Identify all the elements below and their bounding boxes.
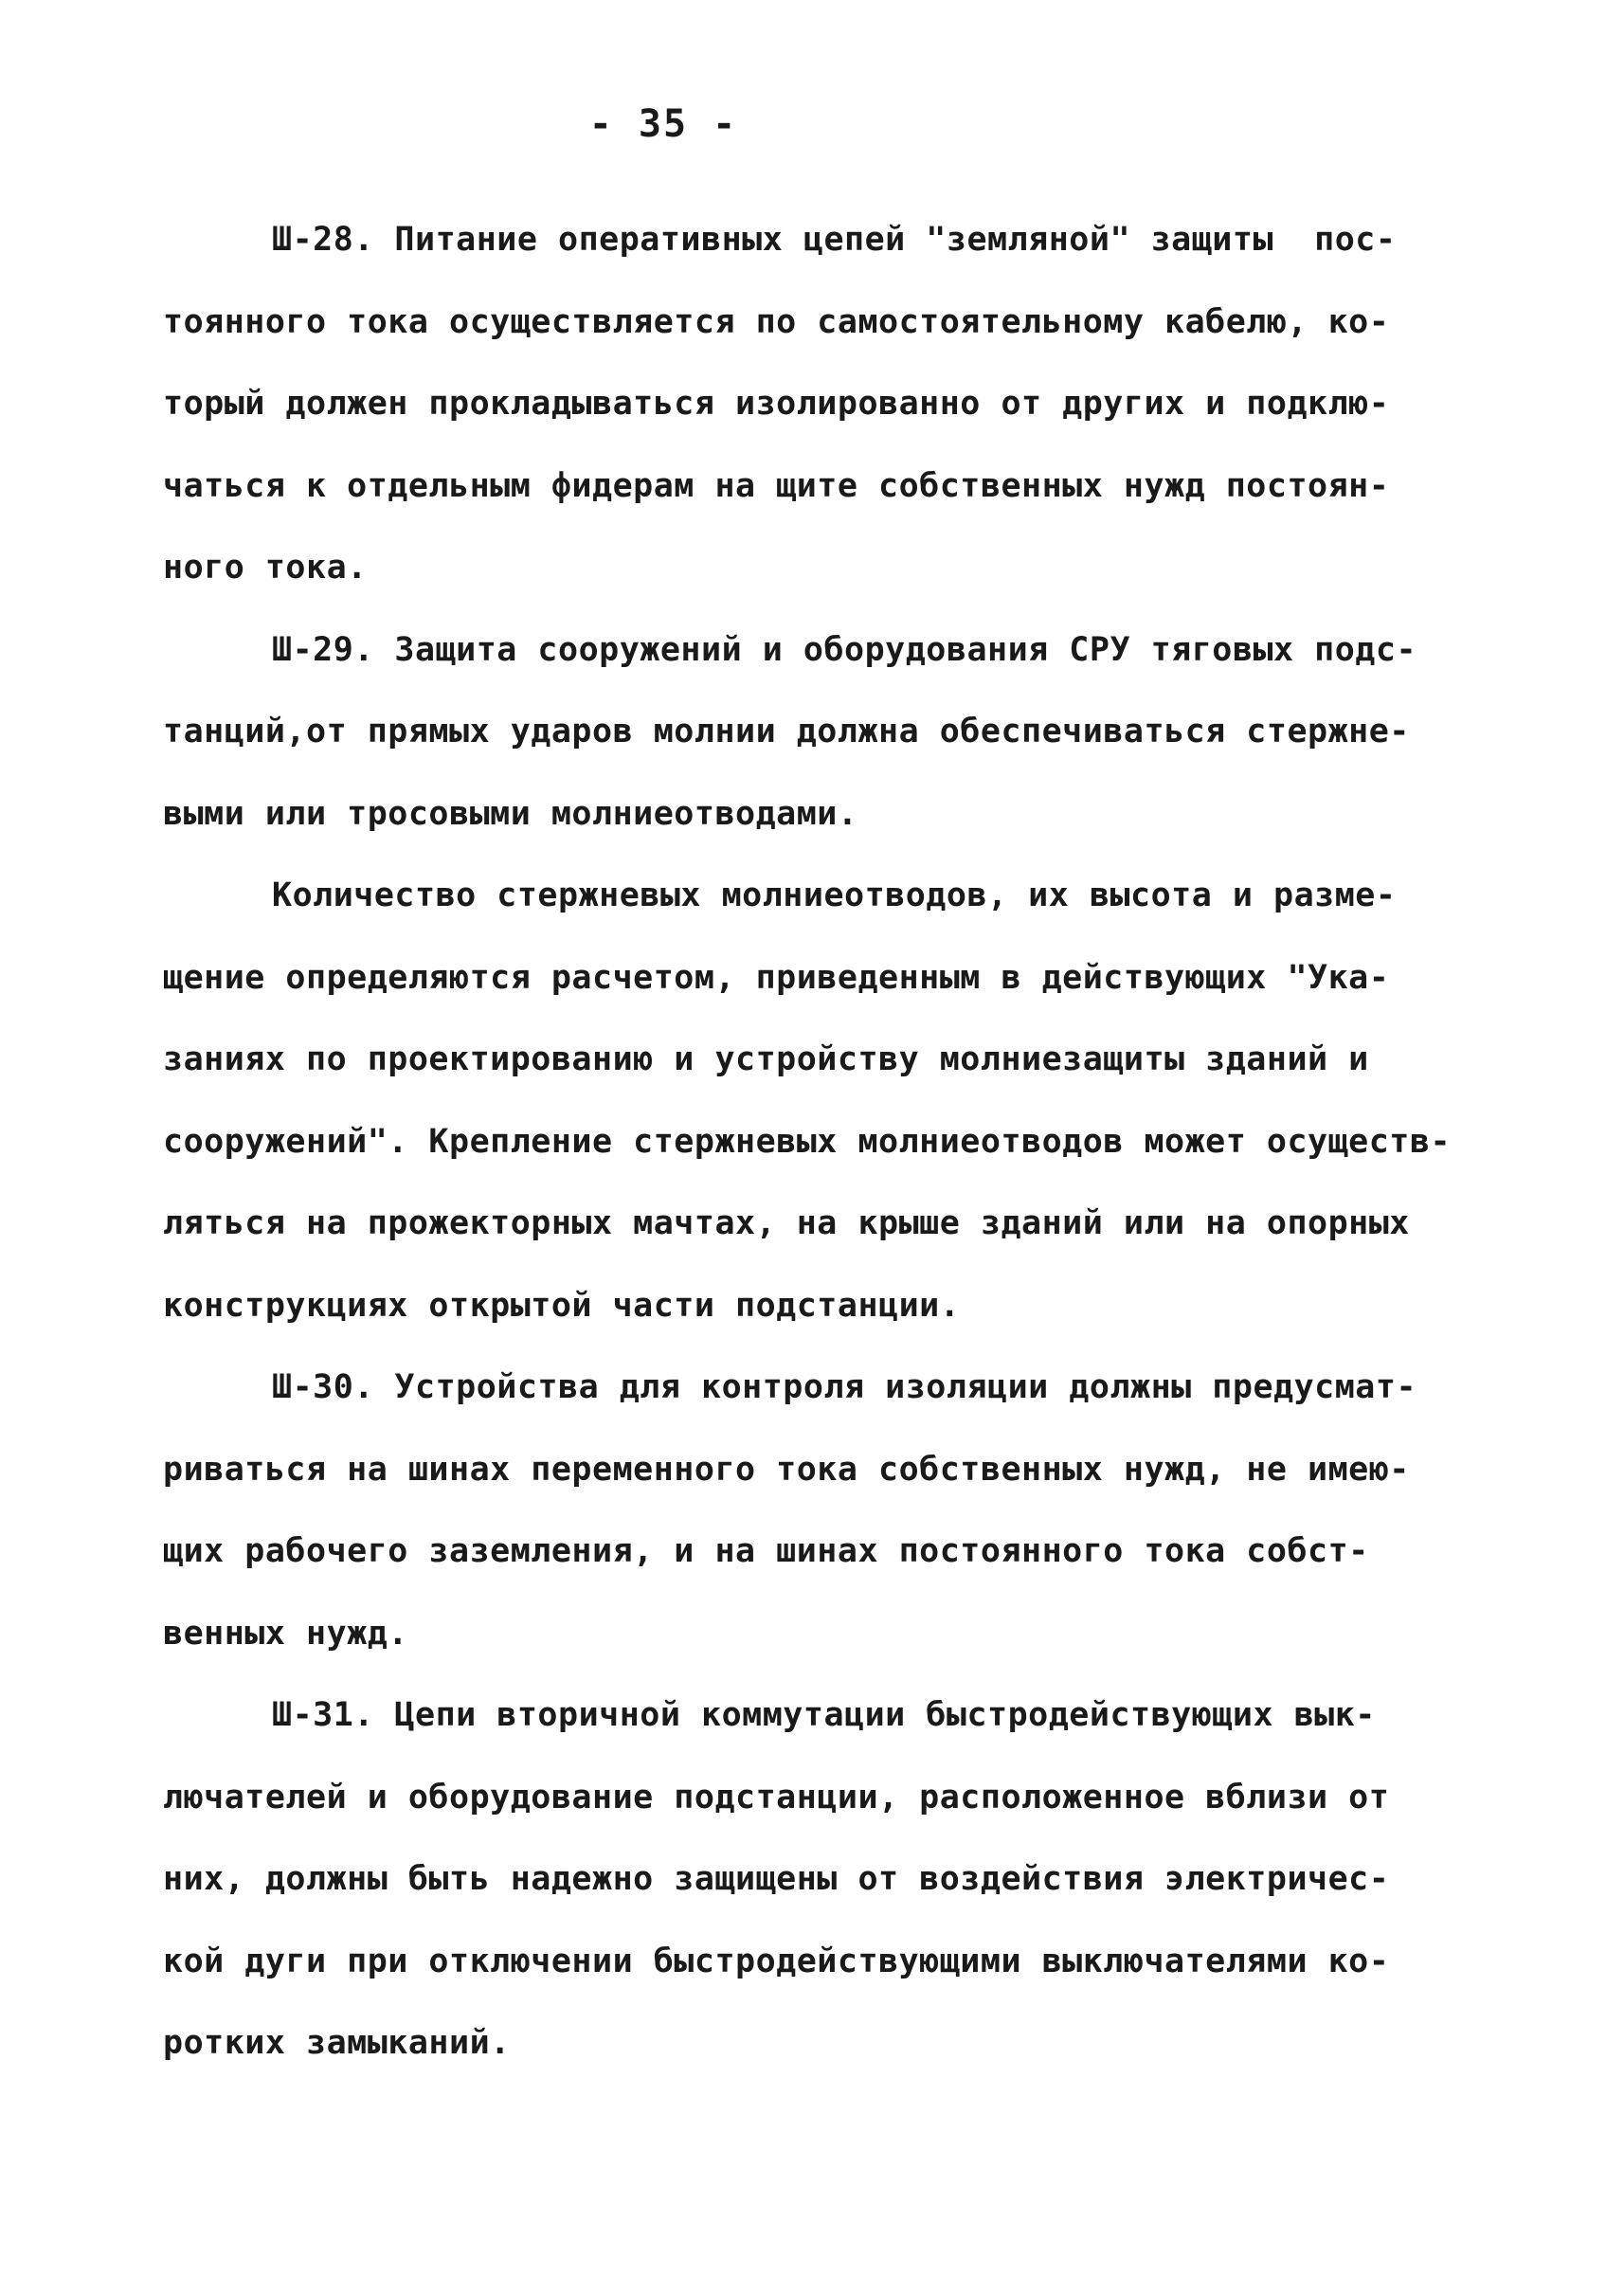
paragraph-lightning-rods (163, 855, 1527, 1346)
text-line: чаться к отдельным фидерам на щите собственных нужд постоян- (163, 466, 1390, 505)
text-line: торый должен прокладываться изолированно от других и подклю- (163, 385, 1390, 423)
text-line: заниях по проектированию и устройству молниезащиты зданий и (163, 1040, 1369, 1078)
text-line: ротких замыканий. (163, 2024, 511, 2062)
text-line: них, должны быть надежно защищены от воздействия электричес- (163, 1860, 1390, 1898)
page-number: - 35 - (588, 102, 738, 146)
text-line: Ш-30. Устройства для контроля изоляции должны предусмат- (272, 1368, 1417, 1406)
text-line: тоянного тока осуществляется по самостоятельному кабелю, ко- (163, 302, 1390, 341)
text-line: щение определяются расчетом, приведенным в действующих "Ука- (163, 958, 1390, 997)
text-line: венных нужд. (163, 1614, 408, 1653)
text-line: ляться на прожекторных мачтах, на крыше зданий или на опорных (163, 1204, 1410, 1242)
text-line: ного тока. (163, 549, 368, 587)
paragraph-iii-28 (163, 199, 1527, 609)
text-line: конструкциях открытой части подстанции. (163, 1286, 961, 1325)
text-line: танций,от прямых ударов молнии должна обеспечиваться стержне- (163, 713, 1410, 750)
text-line: Ш-29. Защита сооружений и оборудования СРУ тяговых подс- (272, 630, 1417, 669)
text-line: выми или тросовыми молниеотводами. (163, 794, 858, 833)
text-line: сооружений". Крепление стержневых молниеотводов может осуществ- (163, 1122, 1452, 1161)
text-line: лючателей и оборудование подстанции, расположенное вблизи от (163, 1778, 1390, 1816)
paragraph-iii-29 (163, 609, 1527, 856)
text-line: кой дуги при отключении быстродействующими выключателями ко- (163, 1942, 1390, 1980)
document-body (163, 199, 1527, 2085)
text-line: риваться на шинах переменного тока собственных нужд, не имею- (163, 1450, 1410, 1489)
text-line: щих рабочего заземления, и на шинах постоянного тока собст- (163, 1532, 1369, 1570)
text-line: Количество стержневых молниеотводов, их высота и разме- (272, 876, 1397, 914)
text-line: Ш-31. Цепи вторичной коммутации быстродействующих вык- (272, 1696, 1376, 1734)
paragraph-iii-31 (163, 1674, 1527, 2085)
paragraph-iii-30 (163, 1346, 1527, 1674)
text-line: Ш-28. Питание оперативных цепей "земляной" защиты пос- (272, 221, 1397, 259)
